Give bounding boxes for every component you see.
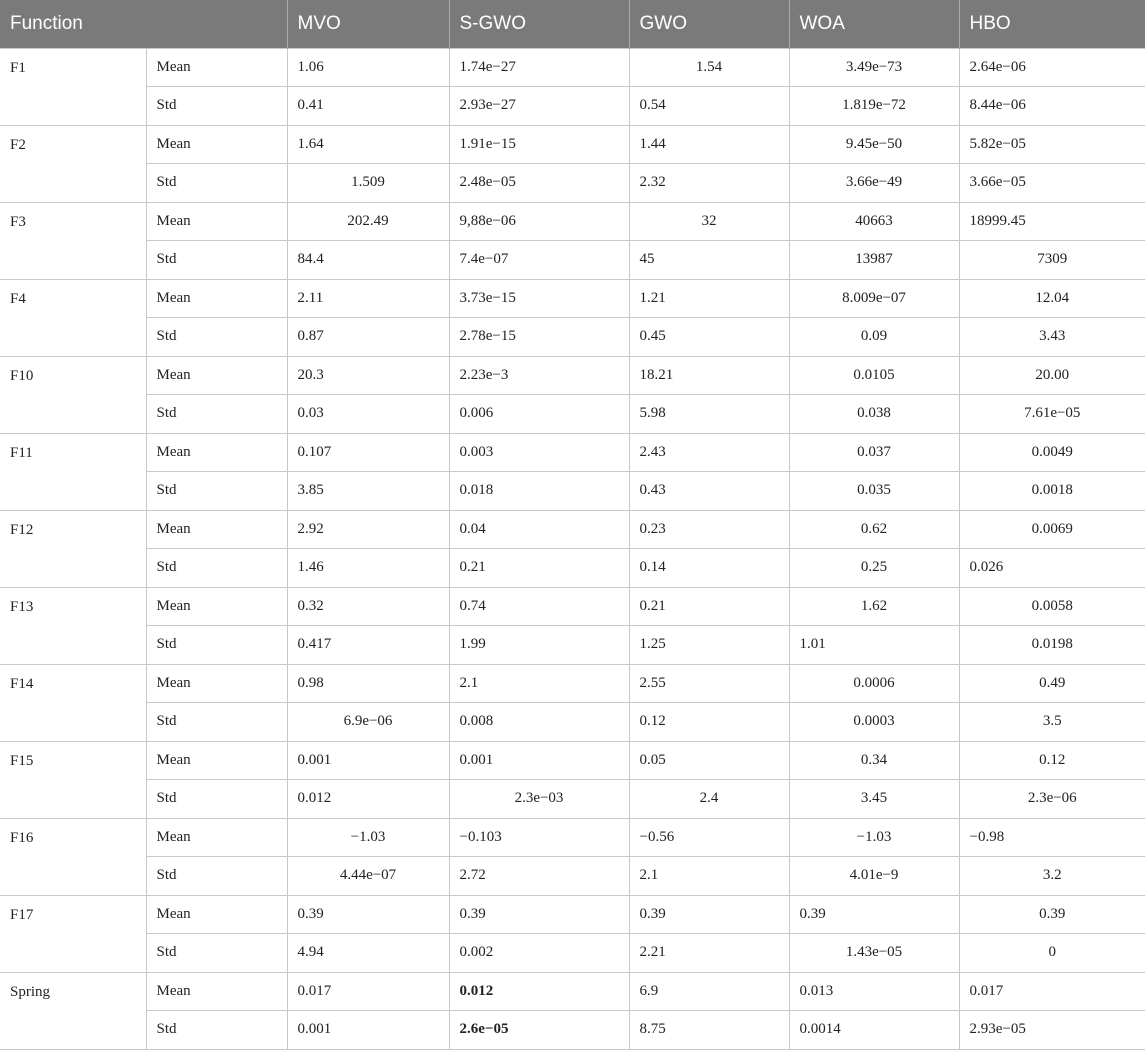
value-cell-mvo: 0.017	[287, 972, 449, 1011]
value-cell-mvo: 0.012	[287, 780, 449, 819]
value-cell-hbo: 5.82e−05	[959, 125, 1145, 164]
value-cell-hbo: 0.49	[959, 664, 1145, 703]
table-row	[0, 780, 1145, 819]
stat-label-cell: Std	[146, 780, 287, 819]
value-cell-woa: 0.34	[789, 741, 959, 780]
value-cell-woa: 0.0003	[789, 703, 959, 742]
value-cell-mvo: 2.11	[287, 279, 449, 318]
value-cell-gwo: 32	[629, 202, 789, 241]
value-cell-mvo: 0.87	[287, 318, 449, 357]
stat-label-cell: Mean	[146, 587, 287, 626]
table-row	[0, 125, 1145, 164]
table-row	[0, 741, 1145, 780]
value-cell-gwo: 5.98	[629, 395, 789, 434]
value-cell-gwo: 1.54	[629, 48, 789, 87]
header-row	[0, 0, 1145, 48]
value-cell-gwo: 1.21	[629, 279, 789, 318]
function-name-cell: F14	[0, 664, 146, 741]
value-cell-s-gwo: 1.99	[449, 626, 629, 665]
table-row	[0, 241, 1145, 280]
value-cell-s-gwo: 1.74e−27	[449, 48, 629, 87]
value-cell-hbo: 3.2	[959, 857, 1145, 896]
value-cell-woa: 9.45e−50	[789, 125, 959, 164]
header-hbo: HBO	[959, 0, 1145, 48]
value-cell-woa: 0.09	[789, 318, 959, 357]
value-cell-s-gwo: 0.74	[449, 587, 629, 626]
value-cell-s-gwo: 0.001	[449, 741, 629, 780]
stat-label-cell: Std	[146, 472, 287, 511]
value-cell-s-gwo: 3.73e−15	[449, 279, 629, 318]
value-cell-s-gwo: 0.003	[449, 433, 629, 472]
value-cell-s-gwo: 2.72	[449, 857, 629, 896]
value-cell-s-gwo: 2.78e−15	[449, 318, 629, 357]
value-cell-hbo: 0	[959, 934, 1145, 973]
table-row	[0, 433, 1145, 472]
function-name-cell: F17	[0, 895, 146, 972]
value-cell-hbo: 0.0049	[959, 433, 1145, 472]
value-cell-woa: 13987	[789, 241, 959, 280]
value-cell-s-gwo: 2.6e−05	[449, 1011, 629, 1050]
table-row	[0, 318, 1145, 357]
value-cell-woa: 0.62	[789, 510, 959, 549]
stat-label-cell: Std	[146, 318, 287, 357]
value-cell-s-gwo: 0.21	[449, 549, 629, 588]
value-cell-hbo: 3.5	[959, 703, 1145, 742]
value-cell-gwo: 8.75	[629, 1011, 789, 1050]
value-cell-gwo: −0.56	[629, 818, 789, 857]
value-cell-hbo: −0.98	[959, 818, 1145, 857]
value-cell-s-gwo: 2.1	[449, 664, 629, 703]
function-name-cell: F15	[0, 741, 146, 818]
stat-label-cell: Mean	[146, 433, 287, 472]
value-cell-mvo: 0.32	[287, 587, 449, 626]
value-cell-gwo: 45	[629, 241, 789, 280]
value-cell-gwo: 2.4	[629, 780, 789, 819]
stat-label-cell: Mean	[146, 818, 287, 857]
value-cell-hbo: 2.3e−06	[959, 780, 1145, 819]
table-row	[0, 279, 1145, 318]
value-cell-mvo: 1.46	[287, 549, 449, 588]
value-cell-mvo: 3.85	[287, 472, 449, 511]
stat-label-cell: Mean	[146, 279, 287, 318]
value-cell-mvo: 0.41	[287, 87, 449, 126]
stat-label-cell: Mean	[146, 972, 287, 1011]
table-row	[0, 549, 1145, 588]
header-mvo: MVO	[287, 0, 449, 48]
value-cell-woa: 3.45	[789, 780, 959, 819]
value-cell-mvo: 0.001	[287, 1011, 449, 1050]
value-cell-woa: 0.035	[789, 472, 959, 511]
value-cell-mvo: 4.94	[287, 934, 449, 973]
value-cell-s-gwo: 0.39	[449, 895, 629, 934]
stat-label-cell: Std	[146, 857, 287, 896]
table-row	[0, 934, 1145, 973]
value-cell-mvo: 1.06	[287, 48, 449, 87]
value-cell-woa: 0.038	[789, 395, 959, 434]
value-cell-hbo: 3.66e−05	[959, 164, 1145, 203]
function-name-cell: F12	[0, 510, 146, 587]
value-cell-gwo: 2.43	[629, 433, 789, 472]
value-cell-mvo: 6.9e−06	[287, 703, 449, 742]
value-cell-mvo: 20.3	[287, 356, 449, 395]
value-cell-gwo: 6.9	[629, 972, 789, 1011]
value-cell-hbo: 2.93e−05	[959, 1011, 1145, 1050]
value-cell-gwo: 2.21	[629, 934, 789, 973]
value-cell-woa: 1.43e−05	[789, 934, 959, 973]
stat-label-cell: Mean	[146, 48, 287, 87]
table-row	[0, 202, 1145, 241]
value-cell-gwo: 0.43	[629, 472, 789, 511]
stat-label-cell: Std	[146, 164, 287, 203]
value-cell-woa: 4.01e−9	[789, 857, 959, 896]
stat-label-cell: Mean	[146, 510, 287, 549]
value-cell-mvo: −1.03	[287, 818, 449, 857]
value-cell-hbo: 0.0069	[959, 510, 1145, 549]
table-header	[0, 0, 1145, 48]
value-cell-woa: 0.25	[789, 549, 959, 588]
value-cell-mvo: 2.92	[287, 510, 449, 549]
stat-label-cell: Std	[146, 241, 287, 280]
table-row	[0, 48, 1145, 87]
value-cell-hbo: 7.61e−05	[959, 395, 1145, 434]
value-cell-s-gwo: 7.4e−07	[449, 241, 629, 280]
function-name-cell: F13	[0, 587, 146, 664]
header-s-gwo: S-GWO	[449, 0, 629, 48]
value-cell-gwo: 18.21	[629, 356, 789, 395]
value-cell-woa: 40663	[789, 202, 959, 241]
value-cell-s-gwo: 9,88e−06	[449, 202, 629, 241]
value-cell-hbo: 0.39	[959, 895, 1145, 934]
table-row	[0, 587, 1145, 626]
table-row	[0, 972, 1145, 1011]
table-row	[0, 1011, 1145, 1050]
function-name-cell: F2	[0, 125, 146, 202]
value-cell-s-gwo: 0.006	[449, 395, 629, 434]
value-cell-mvo: 1.64	[287, 125, 449, 164]
value-cell-woa: 0.0105	[789, 356, 959, 395]
value-cell-mvo: 0.98	[287, 664, 449, 703]
table-body	[0, 48, 1145, 1049]
value-cell-s-gwo: 2.48e−05	[449, 164, 629, 203]
value-cell-hbo: 12.04	[959, 279, 1145, 318]
function-name-cell: F16	[0, 818, 146, 895]
value-cell-woa: 0.39	[789, 895, 959, 934]
value-cell-mvo: 0.417	[287, 626, 449, 665]
value-cell-woa: 1.01	[789, 626, 959, 665]
value-cell-hbo: 0.026	[959, 549, 1145, 588]
value-cell-gwo: 0.54	[629, 87, 789, 126]
header-function: Function	[0, 0, 287, 48]
value-cell-woa: 1.819e−72	[789, 87, 959, 126]
value-cell-mvo: 4.44e−07	[287, 857, 449, 896]
header-gwo: GWO	[629, 0, 789, 48]
stat-label-cell: Std	[146, 626, 287, 665]
value-cell-s-gwo: 2.23e−3	[449, 356, 629, 395]
function-name-cell: F10	[0, 356, 146, 433]
value-cell-woa: 3.49e−73	[789, 48, 959, 87]
header-woa: WOA	[789, 0, 959, 48]
table-row	[0, 356, 1145, 395]
value-cell-mvo: 202.49	[287, 202, 449, 241]
value-cell-gwo: 2.55	[629, 664, 789, 703]
table-row	[0, 395, 1145, 434]
value-cell-hbo: 2.64e−06	[959, 48, 1145, 87]
table-row	[0, 895, 1145, 934]
stat-label-cell: Mean	[146, 202, 287, 241]
value-cell-hbo: 20.00	[959, 356, 1145, 395]
value-cell-gwo: 2.1	[629, 857, 789, 896]
value-cell-mvo: 0.107	[287, 433, 449, 472]
value-cell-hbo: 0.0198	[959, 626, 1145, 665]
value-cell-woa: 0.0014	[789, 1011, 959, 1050]
value-cell-hbo: 8.44e−06	[959, 87, 1145, 126]
value-cell-woa: 0.013	[789, 972, 959, 1011]
function-name-cell: F4	[0, 279, 146, 356]
value-cell-gwo: 1.44	[629, 125, 789, 164]
value-cell-mvo: 0.001	[287, 741, 449, 780]
value-cell-woa: 3.66e−49	[789, 164, 959, 203]
function-name-cell: Spring	[0, 972, 146, 1049]
stat-label-cell: Mean	[146, 356, 287, 395]
value-cell-woa: 0.037	[789, 433, 959, 472]
value-cell-mvo: 1.509	[287, 164, 449, 203]
value-cell-hbo: 0.0058	[959, 587, 1145, 626]
table-row	[0, 87, 1145, 126]
function-name-cell: F3	[0, 202, 146, 279]
value-cell-s-gwo: 0.04	[449, 510, 629, 549]
stat-label-cell: Std	[146, 549, 287, 588]
stat-label-cell: Std	[146, 934, 287, 973]
value-cell-gwo: 0.12	[629, 703, 789, 742]
value-cell-hbo: 0.12	[959, 741, 1145, 780]
value-cell-s-gwo: 0.002	[449, 934, 629, 973]
value-cell-gwo: 0.14	[629, 549, 789, 588]
table-row	[0, 818, 1145, 857]
value-cell-hbo: 7309	[959, 241, 1145, 280]
value-cell-s-gwo: 0.012	[449, 972, 629, 1011]
value-cell-s-gwo: 0.018	[449, 472, 629, 511]
value-cell-s-gwo: 0.008	[449, 703, 629, 742]
value-cell-gwo: 0.23	[629, 510, 789, 549]
value-cell-woa: 1.62	[789, 587, 959, 626]
table-row	[0, 510, 1145, 549]
stat-label-cell: Mean	[146, 895, 287, 934]
value-cell-woa: 0.0006	[789, 664, 959, 703]
stat-label-cell: Std	[146, 395, 287, 434]
value-cell-gwo: 0.45	[629, 318, 789, 357]
value-cell-s-gwo: −0.103	[449, 818, 629, 857]
value-cell-mvo: 84.4	[287, 241, 449, 280]
value-cell-hbo: 3.43	[959, 318, 1145, 357]
table-row	[0, 472, 1145, 511]
table-row	[0, 164, 1145, 203]
function-name-cell: F1	[0, 48, 146, 125]
stat-label-cell: Mean	[146, 664, 287, 703]
table-row	[0, 664, 1145, 703]
stat-label-cell: Std	[146, 87, 287, 126]
value-cell-woa: −1.03	[789, 818, 959, 857]
function-name-cell: F11	[0, 433, 146, 510]
stat-label-cell: Std	[146, 703, 287, 742]
value-cell-gwo: 0.05	[629, 741, 789, 780]
value-cell-woa: 8.009e−07	[789, 279, 959, 318]
value-cell-gwo: 1.25	[629, 626, 789, 665]
value-cell-gwo: 2.32	[629, 164, 789, 203]
value-cell-hbo: 0.017	[959, 972, 1145, 1011]
table-row	[0, 857, 1145, 896]
value-cell-s-gwo: 1.91e−15	[449, 125, 629, 164]
stat-label-cell: Mean	[146, 741, 287, 780]
value-cell-mvo: 0.39	[287, 895, 449, 934]
value-cell-s-gwo: 2.93e−27	[449, 87, 629, 126]
value-cell-s-gwo: 2.3e−03	[449, 780, 629, 819]
stat-label-cell: Std	[146, 1011, 287, 1050]
value-cell-gwo: 0.21	[629, 587, 789, 626]
value-cell-hbo: 18999.45	[959, 202, 1145, 241]
table-row	[0, 626, 1145, 665]
value-cell-gwo: 0.39	[629, 895, 789, 934]
stat-label-cell: Mean	[146, 125, 287, 164]
table-row	[0, 703, 1145, 742]
value-cell-hbo: 0.0018	[959, 472, 1145, 511]
value-cell-mvo: 0.03	[287, 395, 449, 434]
